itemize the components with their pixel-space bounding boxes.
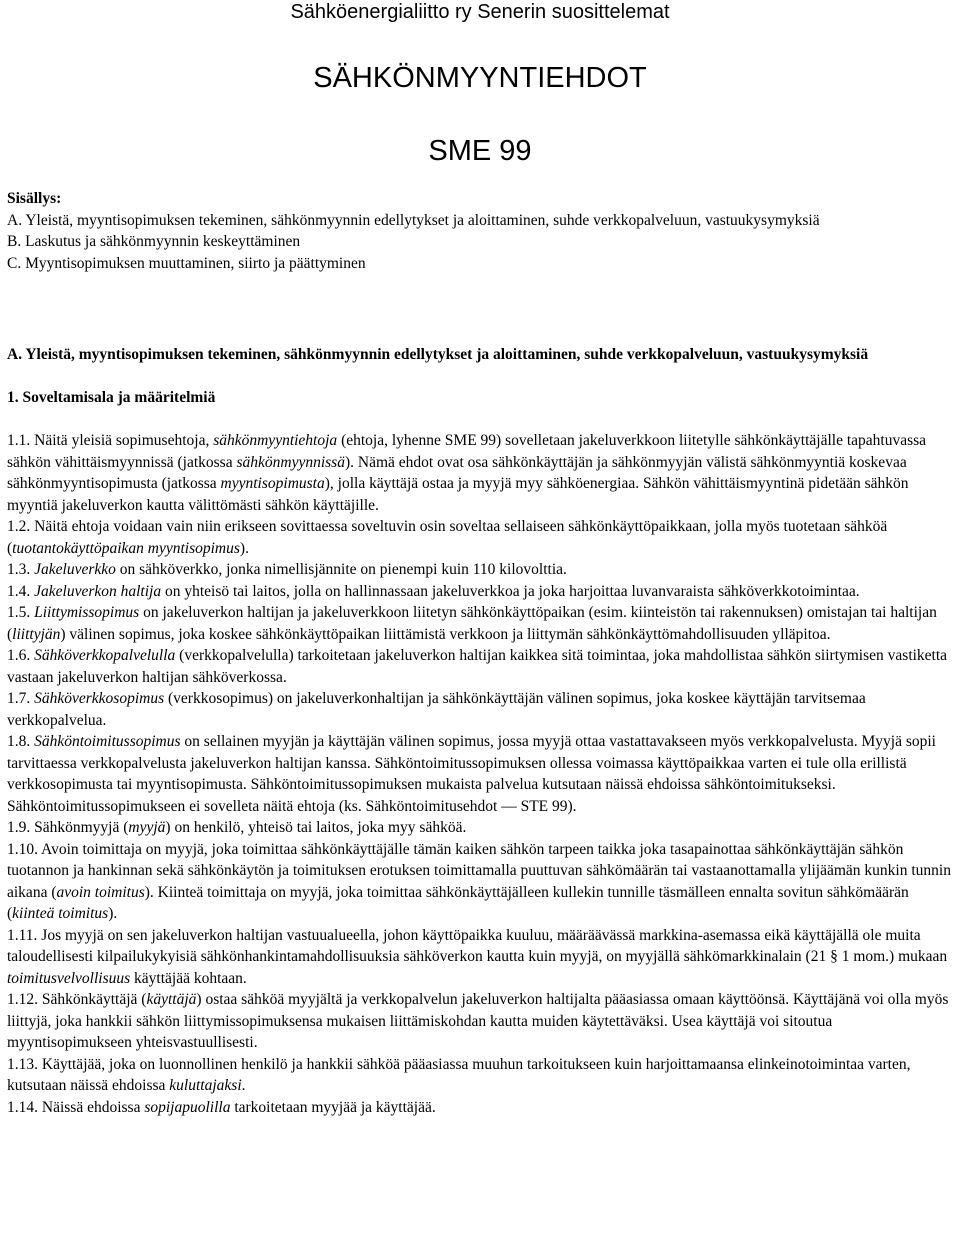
section-a-header — [7, 344, 953, 409]
paragraph-1-14: 1.14. Näissä ehdoissa sopijapuolilla tarkoitetaan myyjää ja käyttäjää. — [7, 1098, 436, 1116]
toc-item: B. Laskutus ja sähkönmyynnin keskeyttäminen — [7, 233, 301, 250]
paragraph-1-1: 1.1. Näitä yleisiä sopimusehtoja, sähkönmyyntiehtoja (ehtoja, lyhenne SME 99) sovelletaan jakeluverkkoon liitetylle sähkönkäyttäjälle tapahtuvassa sähkön vähittäismyynnissä (jatkossa sähkönmyynnissä). Nämä ehdot ovat osa sähkönkäyttäjän ja sähkönmyyjän välistä sähkönmyyntiä koskevaa sähkönmyyntisopimusta (jatkossa myyntisopimusta), jolla käyttäjä ostaa ja myyjä myy sähköenergiaa. Sähkön vähittäismyyntinä pidetään sähkön myyntiä jakeluverkon kautta välittömästi sähkön käyttäjille. — [7, 432, 927, 514]
paragraph-1-6: 1.6. Sähköverkkopalvelulla (verkkopalvelulla) tarkoitetaan jakeluverkon haltijan kaikkea sitä toimintaa, joka mahdollistaa sähkön siirtymisen vastiketta vastaan jakeluverkon haltijan sähköverkossa. — [7, 647, 948, 686]
paragraph-1-10: 1.10. Avoin toimittaja on myyjä, joka toimittaa sähkönkäyttäjälle tämän kaiken sähkön tarpeen taikka joka tasapainottaa sähkönkäyttäjän sähkön tuotannon ja hankinnan sekä sähkönkäytön ja toimituksen erotuksen toimittamalla puuttuvan sähkömäärän tai vastaanottamalla ylijäämän kunkin tunnin aikana (avoin toimitus). Kiinteä toimittaja on myyjä, joka toimittaa sähkönkäyttäjälleen kullekin tunnille täsmälleen ennalta sovitun sähkömäärän (kiinteä toimitus). — [7, 840, 951, 922]
document-pretitle: Sähköenergialiitto ry Senerin suosittelemat — [290, 1, 670, 23]
subsection-heading: 1. Soveltamisala ja määritelmiä — [7, 389, 216, 406]
paragraph-1-3: 1.3. Jakeluverkko on sähköverkko, jonka nimellisjännite on pienempi kuin 110 kilovolttia. — [7, 561, 567, 578]
paragraph-1-4: 1.4. Jakeluverkon haltija on yhteisö tai laitos, jolla on hallinnassaan jakeluverkkoa ja joka harjoittaa luvanvaraista sähköverkkotoimintaa. — [7, 582, 860, 600]
document-code: SME 99 — [428, 135, 532, 167]
section-body — [7, 430, 953, 1118]
paragraph-1-8: 1.8. Sähköntoimitussopimus on sellainen myyjän ja käyttäjän välinen sopimus, jossa myyjä ottaa vastattavakseen myös verkkopalvelusta. Myyjä sopii tarvittaessa verkkopalvelusta jakeluverkon haltijan kanssa. Sähköntoimitussopimuksen ollessa voimassa käyttöpaikkaa varten ei tule olla erillistä verkkosopimusta tai myyntisopimusta. Sähköntoimitussopimuksen mukaista palvelua kutsutaan näissä ehdoissa sähköntoimitukseksi. Sähköntoimitussopimukseen ei sovelleta näitä ehtoja (ks. Sähköntoimitusehdot — STE 99). — [7, 733, 936, 815]
paragraph-1-13: 1.13. Käyttäjää, joka on luonnollinen henkilö ja hankkii sähköä pääasiassa muuhun tarkoitukseen kuin harjoittamaansa elinkeinotoimintaa varten, kutsutaan näissä ehdoissa kuluttajaksi. — [7, 1055, 911, 1094]
paragraph-1-7: 1.7. Sähköverkkosopimus (verkkosopimus) on jakeluverkonhaltijan ja sähkönkäyttäjän välinen sopimus, joka koskee käyttäjän tarvitsemaa verkkopalvelua. — [7, 690, 866, 729]
toc-item: A. Yleistä, myyntisopimuksen tekeminen, sähkönmyynnin edellytykset ja aloittaminen, suhde verkkopalveluun, vastuukysymyksiä — [7, 211, 820, 229]
section-heading: A. Yleistä, myyntisopimuksen tekeminen, sähkönmyynnin edellytykset ja aloittaminen, suhde verkkopalveluun, vastuukysymyksiä — [7, 346, 869, 363]
paragraph-1-12: 1.12. Sähkönkäyttäjä (käyttäjä) ostaa sähköä myyjältä ja verkkopalvelun jakeluverkon haltijalta pääasiassa omaan käyttöönsä. Käyttäjänä voi olla myös liittyjä, joka hankkii sähkön liittymissopimuksensa mukaisen liittämiskohdan kautta muiden käytettäväksi. Usea käyttäjä voi sitoutua myyntisopimukseen yhteisvastuullisesti. — [7, 991, 949, 1051]
document-title: SÄHKÖNMYYNTIEHDOT — [313, 62, 647, 94]
paragraph-1-2: 1.2. Näitä ehtoja voidaan vain niin erikseen sovittaessa soveltuvin osin soveltaa sellaiseen sähkönkäyttöpaikkaan, jolla myös tuotetaan sähköä (tuotantokäyttöpaikan myyntisopimus). — [7, 518, 888, 557]
toc-heading: Sisällys: — [7, 190, 62, 207]
paragraph-1-9: 1.9. Sähkönmyyjä (myyjä) on henkilö, yhteisö tai laitos, joka myy sähköä. — [7, 819, 467, 836]
toc-item: C. Myyntisopimuksen muuttaminen, siirto ja päättyminen — [7, 254, 366, 272]
table-of-contents — [7, 188, 953, 274]
paragraph-1-5: 1.5. Liittymissopimus on jakeluverkon haltijan ja jakeluverkkoon liitetyn sähkönkäyttöpaikan (esim. kiinteistön tai rakennuksen) omistajan tai haltijan (liittyjän) välinen sopimus, joka koskee sähkönkäyttöpaikan liittämistä verkkoon ja liittymän sähkönkäyttömahdollisuuden ylläpitoa. — [7, 604, 937, 643]
paragraph-1-11: 1.11. Jos myyjä on sen jakeluverkon haltijan vastuualueella, johon käyttöpaikka kuuluu, määräävässä markkina-asemassa eikä käyttäjällä ole muita taloudellisesti kilpailukykyisiä sähkönhankintamahdollisuuksia sähköverkon kautta kuin myyjä, on myyjällä sähkömarkkinalain (21 § 1 mom.) mukaan toimitusvelvollisuus käyttäjää kohtaan. — [7, 926, 948, 987]
